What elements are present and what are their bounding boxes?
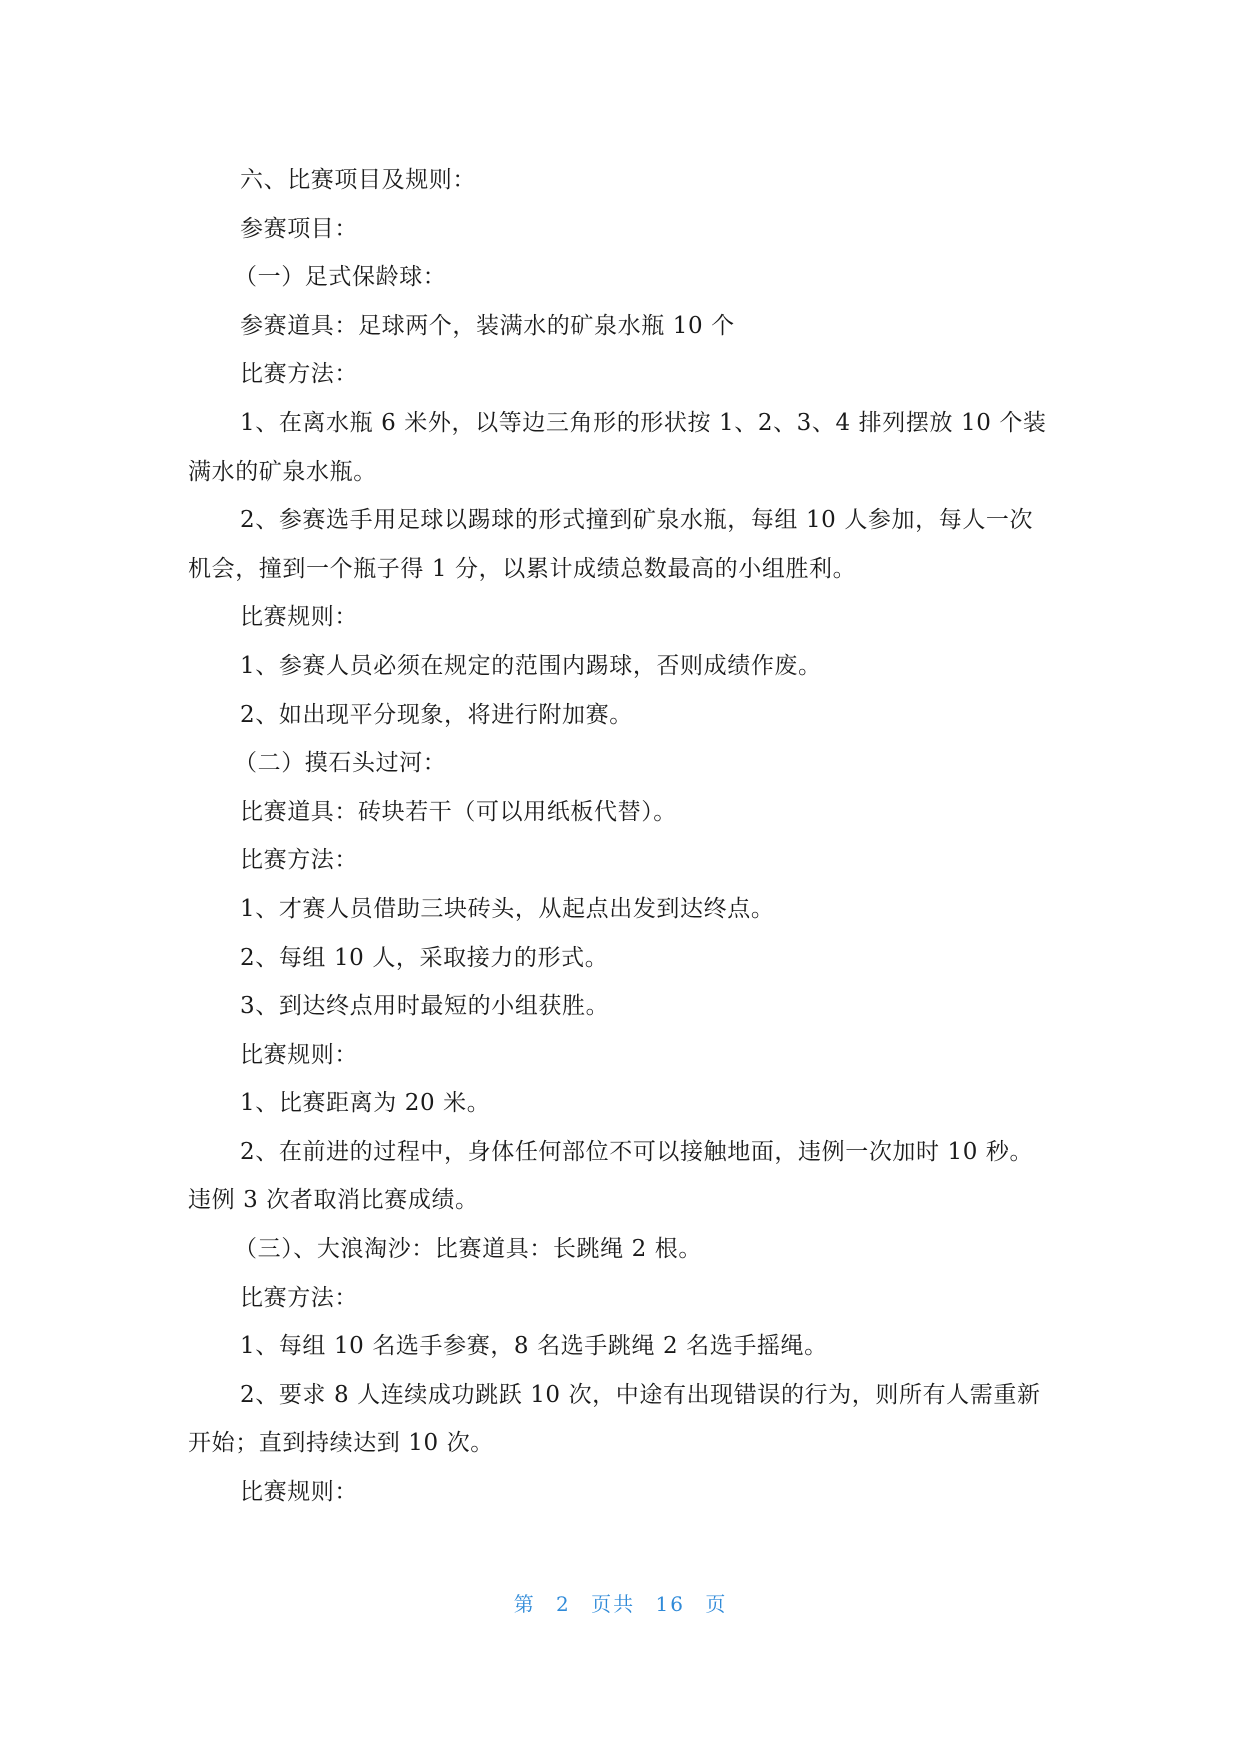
- paragraph: 比赛方法：: [240, 847, 358, 874]
- paragraph: 1、才赛人员借助三块砖头，从起点出发到达终点。: [240, 895, 775, 922]
- subsection-heading: （二）摸石头过河：: [234, 750, 447, 777]
- paragraph: 比赛规则：: [240, 604, 358, 631]
- subsection-heading: （一）足式保龄球：: [234, 264, 447, 291]
- subsection-heading: （三）、大浪淘沙：比赛道具：长跳绳 2 根。: [234, 1236, 702, 1263]
- paragraph: 1、每组 10 名选手参赛，8 名选手跳绳 2 名选手摇绳。: [240, 1333, 828, 1360]
- paragraph: 参赛道具：足球两个，装满水的矿泉水瓶 10 个: [240, 312, 735, 339]
- paragraph: 2、如出现平分现象，将进行附加赛。: [240, 701, 633, 728]
- paragraph: 1、比赛距离为 20 米。: [240, 1090, 491, 1117]
- footer-page-number: 2: [556, 1592, 571, 1616]
- section-heading: 六、比赛项目及规则：: [240, 167, 476, 193]
- paragraph: 参赛项目：: [240, 215, 358, 242]
- footer-suffix: 页: [705, 1592, 728, 1616]
- paragraph: 比赛道具：砖块若干（可以用纸板代替）。: [240, 798, 677, 825]
- paragraph: 3、到达终点用时最短的小组获胜。: [240, 993, 610, 1020]
- paragraph: 1、在离水瓶 6 米外，以等边三角形的形状按 1、2、3、4 排列摆放 10 个装满水的矿泉水瓶。: [188, 409, 1047, 485]
- paragraph: 比赛方法：: [240, 361, 358, 388]
- paragraph: 2、要求 8 人连续成功跳跃 10 次，中途有出现错误的行为，则所有人需重新开始；直到持续达到 10 次。: [188, 1381, 1041, 1457]
- footer-total-pages: 16: [655, 1592, 685, 1616]
- paragraph: 比赛方法：: [240, 1284, 358, 1311]
- footer-prefix: 第: [513, 1592, 536, 1616]
- paragraph: 2、在前进的过程中，身体任何部位不可以接触地面，违例一次加时 10 秒。违例 3 次者取消比赛成绩。: [188, 1138, 1034, 1214]
- paragraph: 比赛规则：: [240, 1479, 358, 1506]
- document-body: [188, 156, 1054, 1517]
- paragraph: 比赛规则：: [240, 1041, 358, 1068]
- page-footer: [0, 1588, 1241, 1617]
- footer-middle: 页共: [591, 1592, 636, 1616]
- paragraph: 1、参赛人员必须在规定的范围内踢球，否则成绩作废。: [240, 652, 822, 679]
- paragraph: 2、参赛选手用足球以踢球的形式撞到矿泉水瓶，每组 10 人参加，每人一次机会，撞到一个瓶子得 1 分，以累计成绩总数最高的小组胜利。: [188, 507, 1034, 582]
- paragraph: 2、每组 10 人，采取接力的形式。: [240, 944, 609, 971]
